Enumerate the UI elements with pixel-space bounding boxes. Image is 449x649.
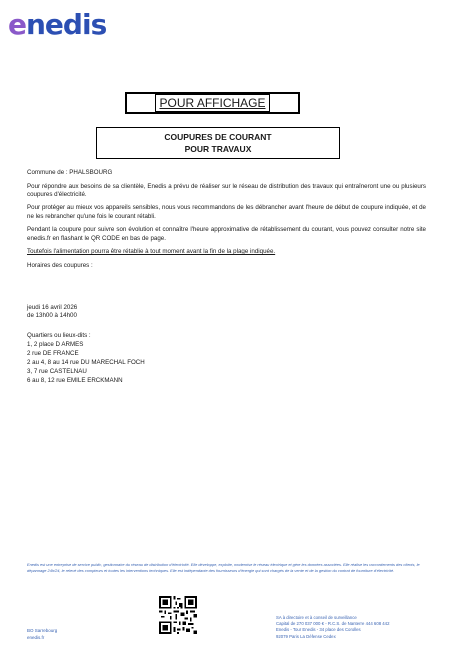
qr-paragraph: Pendant la coupure pour suivre son évolution et connaître l'heure approximative de rétablissement du courant, vous pouvez consulter notre site enedis.fr en flashant le QR CODE en bas de page. (27, 226, 426, 242)
list-item: 1, 2 place D ARMES (27, 340, 84, 348)
title-line2: POUR TRAVAUX (184, 144, 252, 154)
places-heading: Quartiers ou lieux-dits : (27, 332, 91, 339)
list-item: 2 rue DE FRANCE (27, 349, 79, 357)
footer-legal-line: 92079 Paris La Défense Cedex (276, 633, 336, 639)
qr-code-icon[interactable] (159, 596, 197, 634)
warning-line: Toutefois l'alimentation pourra être rétablie à tout moment avant la fin de la plage indiquée. (27, 248, 276, 256)
footer-legal-line: Enedis - Tour Enedis - 34 place des Corolles (276, 627, 361, 633)
footer-agency: BO Sarrebourg (27, 628, 58, 633)
affichage-title: POUR AFFICHAGE (159, 96, 266, 110)
advice-paragraph: Pour protéger au mieux vos appareils sensibles, nous vous recommandons de les débrancher avant l'heure de début de coupure indiquée, et de ne les rebrancher qu'une fois le courant rétabli. (27, 204, 426, 220)
footer-left (27, 627, 57, 641)
affichage-inner (155, 94, 269, 112)
places-list (27, 332, 145, 385)
enedis-logo (6, 8, 132, 40)
title-line1: COUPURES DE COURANT (164, 132, 272, 142)
footer-description: Enedis est une entreprise de service public, gestionnaire du réseau de distribution d'électricité. Elle développe, exploite, modernise le réseau électrique et gère les données associées. Elle réalise les raccordements des clients, le dépannage 24h/24, le relevé des compteurs et toutes les interventions techniques. Elle est indépendante des fournisseurs d'énergie qui sont chargés de la vente et de la gestion du contrat de fourniture d'électricité. (27, 562, 420, 573)
intro-paragraph: Pour répondre aux besoins de sa clientèle, Enedis a prévu de réaliser sur le réseau de distribution des travaux qui entraîneront une ou plusieurs coupures d'électricité. (27, 182, 426, 198)
schedule-time: de 13h00 à 14h00 (27, 312, 77, 320)
list-item: 2 au 4, 8 au 14 rue DU MARECHAL FOCH (27, 358, 145, 366)
schedule (27, 304, 77, 321)
schedule-date: jeudi 16 avril 2026 (27, 304, 78, 311)
list-item: 6 au 8, 12 rue EMILE ERCKMANN (27, 376, 123, 384)
footer-legal-line: Capital de 270 037 000 € - R.C.S. de Nanterre 444 608 442 (276, 621, 390, 627)
affichage-box (125, 92, 300, 114)
footer-website-link[interactable]: enedis.fr (27, 635, 45, 640)
footer-legal-line: SA à directoire et à conseil de surveillance (276, 615, 357, 620)
horaires-heading: Horaires des coupures : (27, 261, 93, 269)
notice-body (27, 169, 426, 275)
commune-line: Commune de : PHALSBOURG (27, 169, 113, 176)
list-item: 3, 7 rue CASTELNAU (27, 367, 87, 375)
svg-text:enedis: enedis (8, 8, 107, 40)
footer-legal (276, 615, 389, 640)
title-box (96, 127, 340, 159)
